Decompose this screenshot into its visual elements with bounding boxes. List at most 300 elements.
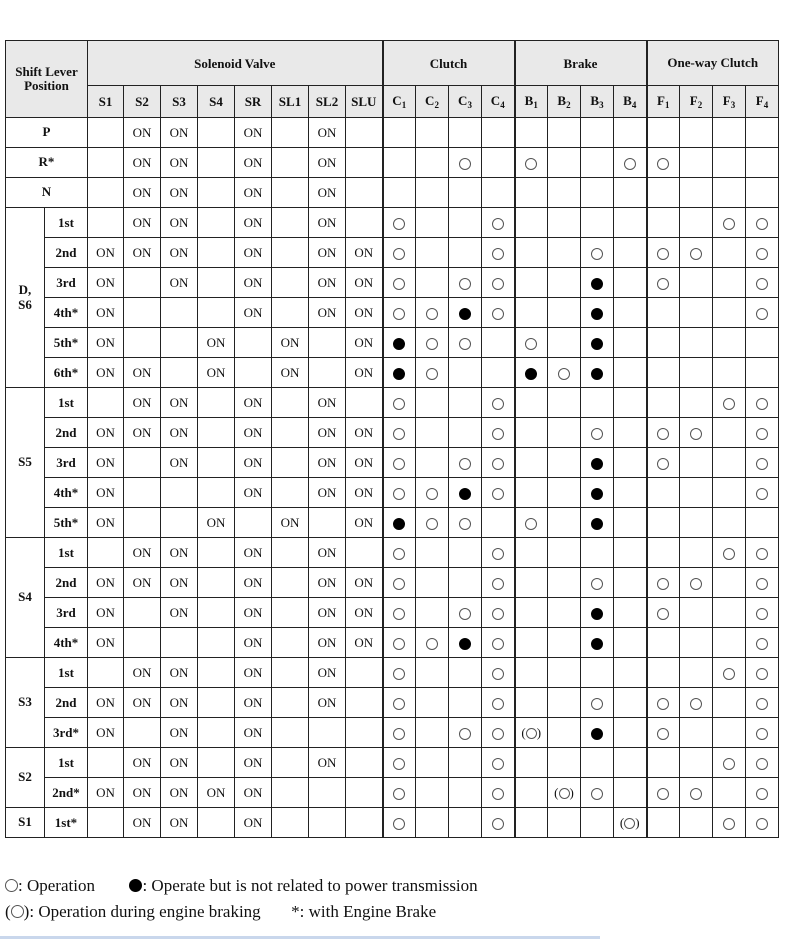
cell-f2 <box>680 358 713 388</box>
open-circle-icon <box>657 788 669 800</box>
cell-b2 <box>548 328 581 358</box>
column-header-sl2: SL2 <box>309 86 346 118</box>
cell-c4 <box>482 448 515 478</box>
cell-c4 <box>482 628 515 658</box>
cell-c1 <box>383 448 416 478</box>
cell-s4 <box>198 448 235 478</box>
cell-b1 <box>515 628 548 658</box>
cell-f2 <box>680 448 713 478</box>
cell-c4 <box>482 538 515 568</box>
column-header-sl1: SL1 <box>272 86 309 118</box>
cell-c2 <box>416 568 449 598</box>
column-header-f1: $F_1$ <box>647 86 680 118</box>
cell-s1 <box>88 748 124 778</box>
cell-f3 <box>713 508 746 538</box>
cell-s3: ON <box>161 418 198 448</box>
table-row <box>6 598 779 628</box>
cell-b1 <box>515 388 548 418</box>
shift-position-cell: S3 <box>6 658 45 748</box>
cell-f1 <box>647 538 680 568</box>
cell-c1 <box>383 478 416 508</box>
open-circle-icon <box>756 578 768 590</box>
cell-f2 <box>680 628 713 658</box>
cell-s2 <box>124 718 161 748</box>
cell-f2 <box>680 598 713 628</box>
open-circle-icon <box>459 278 471 290</box>
filled-circle-icon <box>591 488 603 500</box>
faint-header-text <box>312 14 315 24</box>
cell-s2 <box>124 508 161 538</box>
cell-f4 <box>746 718 779 748</box>
gear-cell: 2nd <box>45 238 88 268</box>
open-circle-icon <box>393 458 405 470</box>
cell-sl1 <box>272 448 309 478</box>
cell-f1 <box>647 388 680 418</box>
cell-b3 <box>581 358 614 388</box>
open-circle-icon <box>558 368 570 380</box>
cell-b1 <box>515 718 548 748</box>
cell-b3 <box>581 478 614 508</box>
cell-s2 <box>124 268 161 298</box>
open-circle-icon <box>426 368 438 380</box>
column-header-s2: S2 <box>124 86 161 118</box>
cell-f3 <box>713 568 746 598</box>
cell-c1 <box>383 688 416 718</box>
cell-b3 <box>581 298 614 328</box>
cell-b2 <box>548 388 581 418</box>
cell-c1 <box>383 268 416 298</box>
filled-circle-icon <box>591 368 603 380</box>
open-circle-icon <box>426 638 438 650</box>
table-row <box>6 478 779 508</box>
cell-b4 <box>614 478 647 508</box>
open-circle-icon <box>393 218 405 230</box>
cell-sl2 <box>309 508 346 538</box>
cell-s3: ON <box>161 238 198 268</box>
open-circle-icon <box>756 458 768 470</box>
cell-b4 <box>614 508 647 538</box>
table-row <box>6 628 779 658</box>
cell-slu: ON <box>346 238 383 268</box>
cell-f2 <box>680 388 713 418</box>
cell-c3 <box>449 568 482 598</box>
filled-circle-icon <box>459 638 471 650</box>
filled-circle-icon <box>129 879 142 892</box>
cell-b3 <box>581 688 614 718</box>
gear-cell: 1st <box>45 208 88 238</box>
cell-b3 <box>581 268 614 298</box>
cell-c1 <box>383 508 416 538</box>
cell-c4 <box>482 598 515 628</box>
open-circle-icon <box>393 608 405 620</box>
cell-s4 <box>198 178 235 208</box>
legend-row-2 <box>5 899 478 925</box>
cell-c3 <box>449 388 482 418</box>
cell-sl1 <box>272 148 309 178</box>
open-circle-icon <box>5 879 18 892</box>
cell-s4 <box>198 298 235 328</box>
cell-c4 <box>482 658 515 688</box>
cell-s4: ON <box>198 358 235 388</box>
open-circle-icon <box>657 248 669 260</box>
open-circle-icon <box>756 638 768 650</box>
shift-position-cell: R* <box>6 148 88 178</box>
open-circle-icon <box>756 758 768 770</box>
cell-b4 <box>614 538 647 568</box>
cell-sr: ON <box>235 658 272 688</box>
open-circle-icon <box>492 788 504 800</box>
cell-c3 <box>449 778 482 808</box>
cell-f3 <box>713 268 746 298</box>
cell-c1 <box>383 178 416 208</box>
cell-sr: ON <box>235 148 272 178</box>
column-header-s3: S3 <box>161 86 198 118</box>
cell-sl1 <box>272 268 309 298</box>
cell-c3 <box>449 208 482 238</box>
cell-c2 <box>416 238 449 268</box>
open-circle-icon <box>756 278 768 290</box>
cell-s2: ON <box>124 238 161 268</box>
cell-f4 <box>746 238 779 268</box>
cell-f3 <box>713 628 746 658</box>
cell-sr: ON <box>235 478 272 508</box>
cell-slu: ON <box>346 448 383 478</box>
cell-b3 <box>581 238 614 268</box>
open-circle-icon <box>492 698 504 710</box>
cell-s4 <box>198 808 235 838</box>
cell-s3: ON <box>161 148 198 178</box>
open-circle-icon <box>492 638 504 650</box>
cell-s1: ON <box>88 718 124 748</box>
cell-sl2: ON <box>309 478 346 508</box>
cell-c2 <box>416 388 449 418</box>
table-row <box>6 508 779 538</box>
legend-operate-not-related: : Operate but is not related to power transmission <box>142 876 478 895</box>
cell-b2 <box>548 418 581 448</box>
cell-c4 <box>482 778 515 808</box>
cell-s4: ON <box>198 778 235 808</box>
cell-f3 <box>713 598 746 628</box>
gear-cell: 6th* <box>45 358 88 388</box>
cell-s3 <box>161 358 198 388</box>
open-circle-icon <box>426 338 438 350</box>
cell-b1 <box>515 778 548 808</box>
cell-sl2: ON <box>309 538 346 568</box>
cell-s2: ON <box>124 808 161 838</box>
cell-c4 <box>482 208 515 238</box>
open-circle-icon <box>756 818 768 830</box>
cell-b3 <box>581 628 614 658</box>
cell-s3: ON <box>161 718 198 748</box>
cell-b2 <box>548 778 581 808</box>
cell-s3: ON <box>161 808 198 838</box>
cell-sr: ON <box>235 238 272 268</box>
cell-f2 <box>680 808 713 838</box>
column-header-b2: $B_2$ <box>548 86 581 118</box>
cell-c3 <box>449 718 482 748</box>
cell-s4 <box>198 208 235 238</box>
cell-sl2: ON <box>309 208 346 238</box>
column-header-slu: SLU <box>346 86 383 118</box>
cell-c3 <box>449 148 482 178</box>
cell-s2: ON <box>124 688 161 718</box>
cell-s4 <box>198 118 235 148</box>
table-row <box>6 808 779 838</box>
cell-b2 <box>548 748 581 778</box>
cell-sr: ON <box>235 118 272 148</box>
cell-c1 <box>383 628 416 658</box>
cell-f1 <box>647 508 680 538</box>
cell-b1 <box>515 808 548 838</box>
cell-sl2: ON <box>309 628 346 658</box>
cell-sl1 <box>272 298 309 328</box>
cell-c2 <box>416 508 449 538</box>
cell-s3: ON <box>161 658 198 688</box>
filled-circle-icon <box>591 728 603 740</box>
cell-f2 <box>680 658 713 688</box>
cell-s2: ON <box>124 148 161 178</box>
cell-c2 <box>416 178 449 208</box>
cell-s4 <box>198 598 235 628</box>
cell-f2 <box>680 568 713 598</box>
cell-f4 <box>746 328 779 358</box>
open-circle-icon <box>492 548 504 560</box>
cell-s2 <box>124 598 161 628</box>
open-circle-icon <box>756 218 768 230</box>
cell-b1 <box>515 658 548 688</box>
cell-slu <box>346 208 383 238</box>
cell-sl2: ON <box>309 148 346 178</box>
cell-b3 <box>581 208 614 238</box>
cell-b3 <box>581 388 614 418</box>
filled-circle-icon <box>393 368 405 380</box>
cell-b2 <box>548 118 581 148</box>
cell-f1 <box>647 688 680 718</box>
cell-s4 <box>198 568 235 598</box>
table-row <box>6 688 779 718</box>
cell-s2 <box>124 448 161 478</box>
cell-c2 <box>416 448 449 478</box>
cell-b1 <box>515 268 548 298</box>
cell-s2: ON <box>124 748 161 778</box>
cell-b4 <box>614 808 647 838</box>
cell-b3 <box>581 448 614 478</box>
cell-f1 <box>647 568 680 598</box>
cell-f1 <box>647 418 680 448</box>
cell-c1 <box>383 148 416 178</box>
cell-b1 <box>515 238 548 268</box>
open-circle-icon <box>690 698 702 710</box>
cell-sr: ON <box>235 568 272 598</box>
open-circle-icon <box>756 428 768 440</box>
filled-circle-icon <box>591 518 603 530</box>
brake-header: Brake <box>515 41 647 86</box>
open-circle-icon <box>492 458 504 470</box>
cell-b3 <box>581 148 614 178</box>
cell-s1 <box>88 808 124 838</box>
cell-b4 <box>614 778 647 808</box>
open-circle-icon <box>426 308 438 320</box>
cell-f3 <box>713 478 746 508</box>
cell-c3 <box>449 748 482 778</box>
cell-c4 <box>482 238 515 268</box>
filled-circle-icon <box>525 368 537 380</box>
shift-position-cell: D, S6 <box>6 208 45 388</box>
cell-f4 <box>746 658 779 688</box>
cell-b4 <box>614 238 647 268</box>
gear-cell: 4th* <box>45 298 88 328</box>
cell-c2 <box>416 328 449 358</box>
cell-slu: ON <box>346 298 383 328</box>
cell-s2: ON <box>124 538 161 568</box>
cell-sl2: ON <box>309 388 346 418</box>
gear-cell: 3rd <box>45 268 88 298</box>
cell-sl2: ON <box>309 688 346 718</box>
cell-sr: ON <box>235 538 272 568</box>
cell-c1 <box>383 208 416 238</box>
cell-b2 <box>548 628 581 658</box>
cell-f3 <box>713 418 746 448</box>
cell-sr: ON <box>235 718 272 748</box>
shift-position-cell: S4 <box>6 538 45 658</box>
gear-cell: 2nd* <box>45 778 88 808</box>
cell-c2 <box>416 358 449 388</box>
cell-f2 <box>680 748 713 778</box>
cell-c3 <box>449 808 482 838</box>
cell-sl1 <box>272 688 309 718</box>
cell-c4 <box>482 358 515 388</box>
cell-c4 <box>482 268 515 298</box>
cell-b4 <box>614 298 647 328</box>
cell-s3 <box>161 508 198 538</box>
open-circle-icon <box>492 818 504 830</box>
table-row <box>6 418 779 448</box>
cell-b2 <box>548 298 581 328</box>
table-row <box>6 778 779 808</box>
cell-b4 <box>614 118 647 148</box>
cell-c4 <box>482 718 515 748</box>
cell-b1 <box>515 208 548 238</box>
open-circle-icon <box>756 698 768 710</box>
cell-s4 <box>198 388 235 418</box>
open-circle-icon <box>459 728 471 740</box>
cell-c3 <box>449 418 482 448</box>
cell-s1: ON <box>88 238 124 268</box>
cell-c4 <box>482 808 515 838</box>
cell-s1: ON <box>88 688 124 718</box>
cell-c1 <box>383 748 416 778</box>
cell-f4 <box>746 568 779 598</box>
cell-c2 <box>416 538 449 568</box>
open-circle-icon <box>756 488 768 500</box>
cell-s2 <box>124 328 161 358</box>
cell-slu: ON <box>346 358 383 388</box>
open-circle-icon <box>690 578 702 590</box>
open-circle-icon <box>525 158 537 170</box>
cell-c2 <box>416 208 449 238</box>
table-row <box>6 148 779 178</box>
cell-c1 <box>383 808 416 838</box>
cell-c3 <box>449 358 482 388</box>
open-circle-icon <box>393 668 405 680</box>
cell-f3 <box>713 808 746 838</box>
cell-s3: ON <box>161 538 198 568</box>
cell-f4 <box>746 268 779 298</box>
open-circle-icon <box>459 158 471 170</box>
legend-row-1 <box>5 873 478 899</box>
open-circle-icon <box>723 818 735 830</box>
cell-c1 <box>383 598 416 628</box>
table-row <box>6 268 779 298</box>
cell-f4 <box>746 448 779 478</box>
cell-c2 <box>416 598 449 628</box>
cell-c2 <box>416 688 449 718</box>
cell-b1 <box>515 328 548 358</box>
paren-circle-icon: ( ) <box>619 814 640 830</box>
cell-s1: ON <box>88 628 124 658</box>
cell-f4 <box>746 778 779 808</box>
cell-b4 <box>614 658 647 688</box>
cell-f1 <box>647 148 680 178</box>
open-circle-icon <box>492 398 504 410</box>
cell-s3: ON <box>161 688 198 718</box>
cell-f1 <box>647 778 680 808</box>
cell-c3 <box>449 538 482 568</box>
cell-c1 <box>383 358 416 388</box>
cell-s1: ON <box>88 298 124 328</box>
cell-f1 <box>647 298 680 328</box>
cell-sl2 <box>309 808 346 838</box>
open-circle-icon <box>492 758 504 770</box>
cell-b2 <box>548 538 581 568</box>
cell-s4 <box>198 418 235 448</box>
cell-c4 <box>482 148 515 178</box>
open-circle-icon <box>591 428 603 440</box>
open-circle-icon <box>657 458 669 470</box>
cell-f2 <box>680 688 713 718</box>
cell-s3 <box>161 478 198 508</box>
open-circle-icon <box>459 608 471 620</box>
column-header-c2: $C_2$ <box>416 86 449 118</box>
cell-b2 <box>548 808 581 838</box>
cell-c3 <box>449 598 482 628</box>
cell-b1 <box>515 688 548 718</box>
open-circle-icon <box>756 728 768 740</box>
column-header-s1: S1 <box>88 86 124 118</box>
cell-f3 <box>713 358 746 388</box>
cell-c2 <box>416 298 449 328</box>
cell-slu <box>346 778 383 808</box>
cell-sl2: ON <box>309 658 346 688</box>
cell-sl2: ON <box>309 748 346 778</box>
cell-c4 <box>482 118 515 148</box>
gear-cell: 4th* <box>45 628 88 658</box>
cell-c3 <box>449 268 482 298</box>
cell-b2 <box>548 718 581 748</box>
cell-b4 <box>614 718 647 748</box>
open-circle-icon <box>756 788 768 800</box>
cell-f2 <box>680 538 713 568</box>
cell-c2 <box>416 268 449 298</box>
cell-b1 <box>515 178 548 208</box>
cell-b2 <box>548 148 581 178</box>
cell-sl2: ON <box>309 268 346 298</box>
cell-c2 <box>416 478 449 508</box>
operation-table-container <box>5 40 779 838</box>
cell-s1: ON <box>88 448 124 478</box>
cell-b4 <box>614 448 647 478</box>
cell-sr: ON <box>235 298 272 328</box>
